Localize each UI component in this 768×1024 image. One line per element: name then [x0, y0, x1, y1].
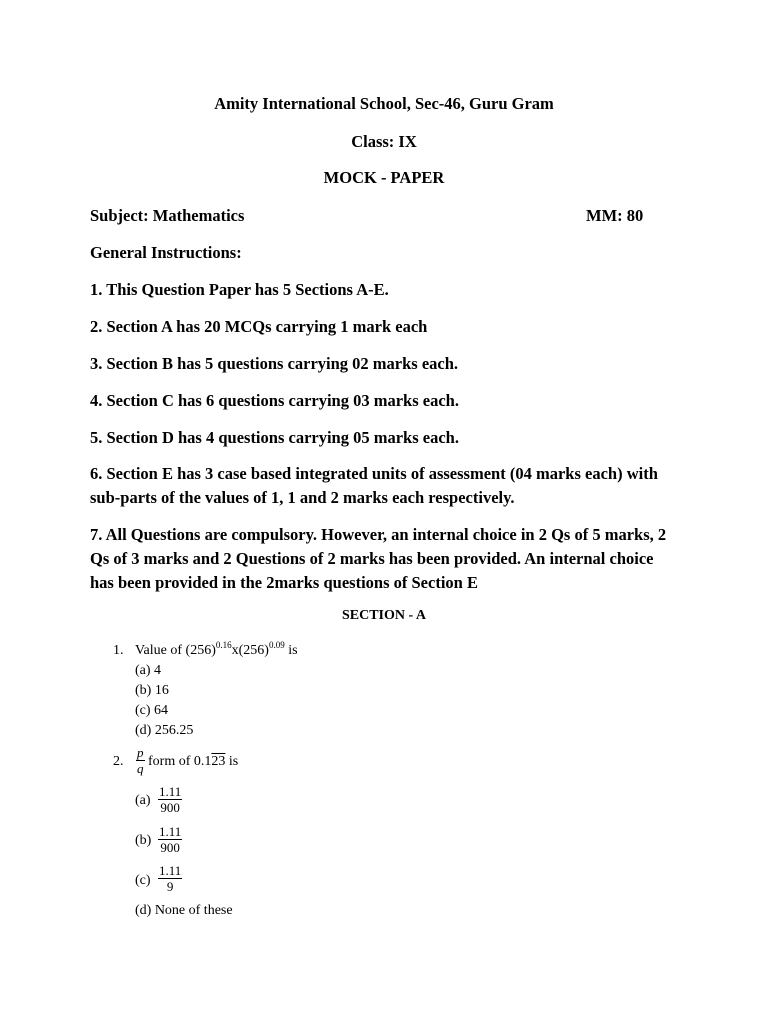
question-text-part: is	[225, 754, 239, 769]
instructions-title: General Instructions:	[90, 243, 242, 262]
question-number: 2.	[113, 754, 124, 769]
instruction-item: 4. Section C has 6 questions carrying 03 marks each.	[90, 391, 459, 410]
fraction-numerator: p	[137, 745, 144, 760]
fraction	[136, 745, 145, 776]
question-text-part: form of 0.1	[148, 754, 212, 769]
question-text	[135, 642, 298, 660]
question-text	[148, 753, 238, 771]
instruction-item: 7. All Questions are compulsory. However, an internal choice in 2 Qs of 5 marks, 2 Qs of 3 marks and 2 Questions of 2 marks has been provided. An internal choice has been provided in the 2marks questions of Section E	[90, 525, 667, 592]
paper-title: MOCK - PAPER	[323, 168, 445, 187]
section-title: SECTION - A	[341, 608, 427, 623]
question-number: 1.	[113, 643, 124, 658]
option-fraction	[158, 824, 182, 855]
fraction-denominator: 9	[166, 879, 174, 894]
instruction-item: 6. Section E has 3 case based integrated units of assessment (04 marks each) with sub-parts of the values of 1, 1 and 2 marks each respectively.	[90, 464, 658, 507]
fraction-numerator: 1.11	[159, 863, 182, 878]
option: (d) 256.25	[135, 723, 194, 738]
max-marks: MM: 80	[586, 206, 644, 225]
school-name: Amity International School, Sec-46, Guru Gram	[214, 94, 554, 113]
option: (c) 64	[135, 703, 169, 718]
instruction-item: 2. Section A has 20 MCQs carrying 1 mark each	[90, 317, 428, 336]
instruction-item: 1. This Question Paper has 5 Sections A-E.	[90, 280, 389, 299]
instruction-item: 5. Section D has 4 questions carrying 05 marks each.	[90, 428, 459, 447]
option-fraction	[158, 784, 182, 815]
fraction-denominator: 900	[160, 840, 180, 855]
question-text-part: is	[284, 643, 298, 658]
exponent: 0.16	[215, 640, 232, 650]
question-text-part: x(256)	[231, 643, 269, 658]
repeating-digits: 23	[211, 754, 226, 769]
option-label: (c)	[135, 873, 151, 888]
option-label: (a)	[135, 793, 151, 808]
fraction-numerator: 1.11	[159, 784, 182, 799]
fraction-denominator: 900	[160, 800, 180, 815]
fraction-denominator: q	[137, 761, 144, 776]
instruction-item: 3. Section B has 5 questions carrying 02 marks each.	[90, 354, 459, 373]
option-fraction	[158, 863, 182, 894]
exponent: 0.09	[268, 640, 285, 650]
option-label: (b)	[135, 833, 152, 848]
option: (a) 4	[135, 663, 162, 678]
class-label: Class: IX	[351, 132, 417, 151]
subject-label: Subject: Mathematics	[90, 206, 245, 225]
fraction-numerator: 1.11	[159, 824, 182, 839]
option: (b) 16	[135, 683, 169, 698]
question-text-part: Value of (256)	[135, 643, 216, 658]
option: (d) None of these	[135, 903, 233, 918]
